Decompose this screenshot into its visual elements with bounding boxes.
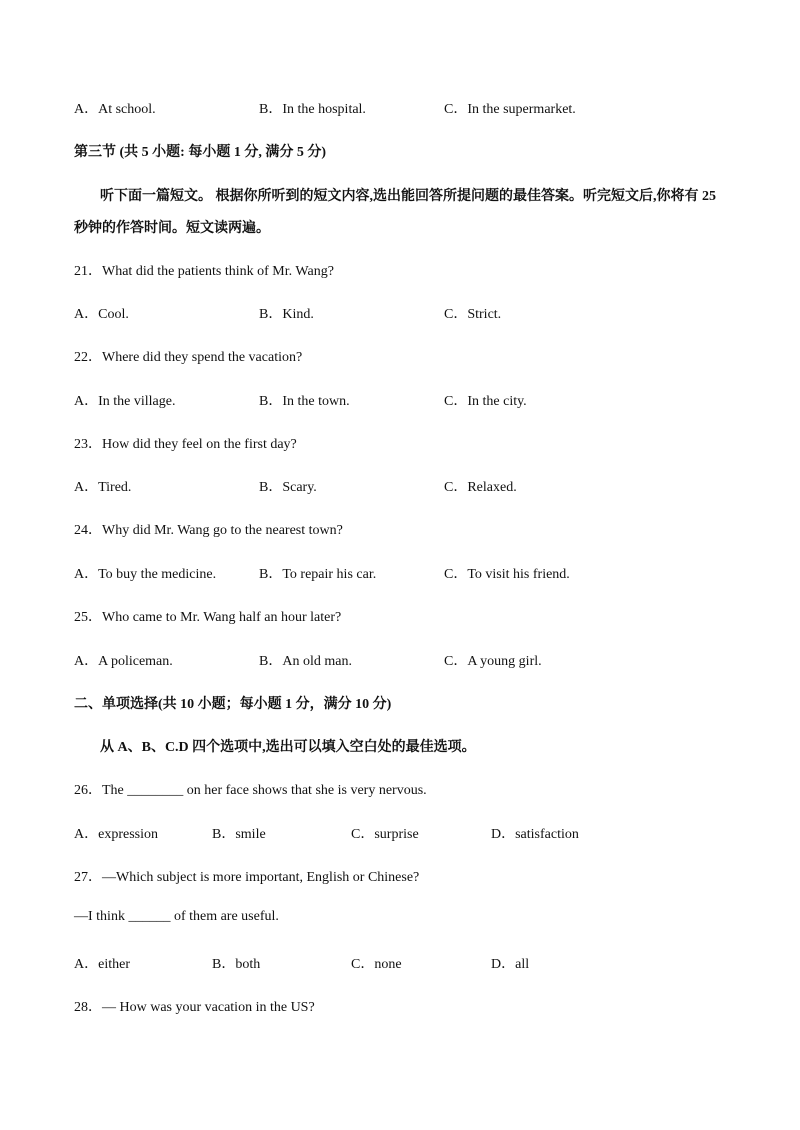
question-25-option-c: C．A young girl. xyxy=(444,654,542,669)
question-23-option-a: A．Tired. xyxy=(74,480,132,495)
question-25-option-b: B．An old man. xyxy=(259,654,352,669)
question-27-option-b: B．both xyxy=(212,957,261,972)
question-27-option-a: A．either xyxy=(74,957,130,972)
question-26-option-a: A．expression xyxy=(74,827,158,842)
question-24-stem: 24．Why did Mr. Wang go to the nearest town? xyxy=(74,523,343,538)
section3-instruction-line2: 秒钟的作答时间。短文读两遍。 xyxy=(74,221,270,236)
question-21-option-c: C．Strict. xyxy=(444,307,502,322)
question-24-options xyxy=(0,563,800,583)
question-26-options xyxy=(0,823,800,843)
question-21-option-b: B．Kind. xyxy=(259,307,314,322)
question-23-stem: 23．How did they feel on the first day? xyxy=(74,437,297,452)
question-21-options xyxy=(0,303,800,323)
question-26-option-c: C．surprise xyxy=(351,827,419,842)
q20-options xyxy=(0,98,800,118)
question-25-option-a: A．A policeman. xyxy=(74,654,173,669)
question-27-options xyxy=(0,953,800,973)
question-23-option-b: B．Scary. xyxy=(259,480,317,495)
question-24-option-a: A．To buy the medicine. xyxy=(74,567,217,582)
question-27-option-c: C．none xyxy=(351,957,402,972)
question-26-stem: 26．The ________ on her face shows that she is very nervous. xyxy=(74,783,427,798)
question-22-options xyxy=(0,390,800,410)
question-22-option-a: A．In the village. xyxy=(74,394,176,409)
question-24-option-b: B．To repair his car. xyxy=(259,567,377,582)
question-21-option-a: A．Cool. xyxy=(74,307,129,322)
q20-option-c: C．In the supermarket. xyxy=(444,102,576,117)
q20-option-a: A．At school. xyxy=(74,102,156,117)
question-26-option-b: B．smile xyxy=(212,827,266,842)
question-25-stem: 25．Who came to Mr. Wang half an hour later? xyxy=(74,610,342,625)
q20-option-b: B．In the hospital. xyxy=(259,102,366,117)
question-22-option-c: C．In the city. xyxy=(444,394,527,409)
question-23-option-c: C．Relaxed. xyxy=(444,480,517,495)
question-27-stem: 27．—Which subject is more important, English or Chinese? xyxy=(74,870,420,885)
question-23-options xyxy=(0,476,800,496)
question-27-reply: —I think ______ of them are useful. xyxy=(74,909,279,924)
question-24-option-c: C．To visit his friend. xyxy=(444,567,570,582)
question-28-stem: 28．— How was your vacation in the US? xyxy=(74,1000,315,1015)
question-26-option-d: D．satisfaction xyxy=(491,827,579,842)
section3-heading: 第三节 (共 5 小题: 每小题 1 分, 满分 5 分) xyxy=(74,145,326,160)
question-27-option-d: D．all xyxy=(491,957,530,972)
part2-heading: 二、单项选择(共 10 小题；每小题 1 分，满分 10 分) xyxy=(74,697,392,712)
question-25-options xyxy=(0,650,800,670)
question-22-stem: 22．Where did they spend the vacation? xyxy=(74,350,303,365)
question-21-stem: 21．What did the patients think of Mr. Wang? xyxy=(74,264,334,279)
section3-instruction-line1: 听下面一篇短文。 根据你所听到的短文内容,选出能回答所提问题的最佳答案。听完短文后,你将有 25 xyxy=(100,189,716,204)
part2-instruction: 从 A、B、C.D 四个选项中,选出可以填入空白处的最佳选项。 xyxy=(100,740,476,755)
question-22-option-b: B．In the town. xyxy=(259,394,350,409)
